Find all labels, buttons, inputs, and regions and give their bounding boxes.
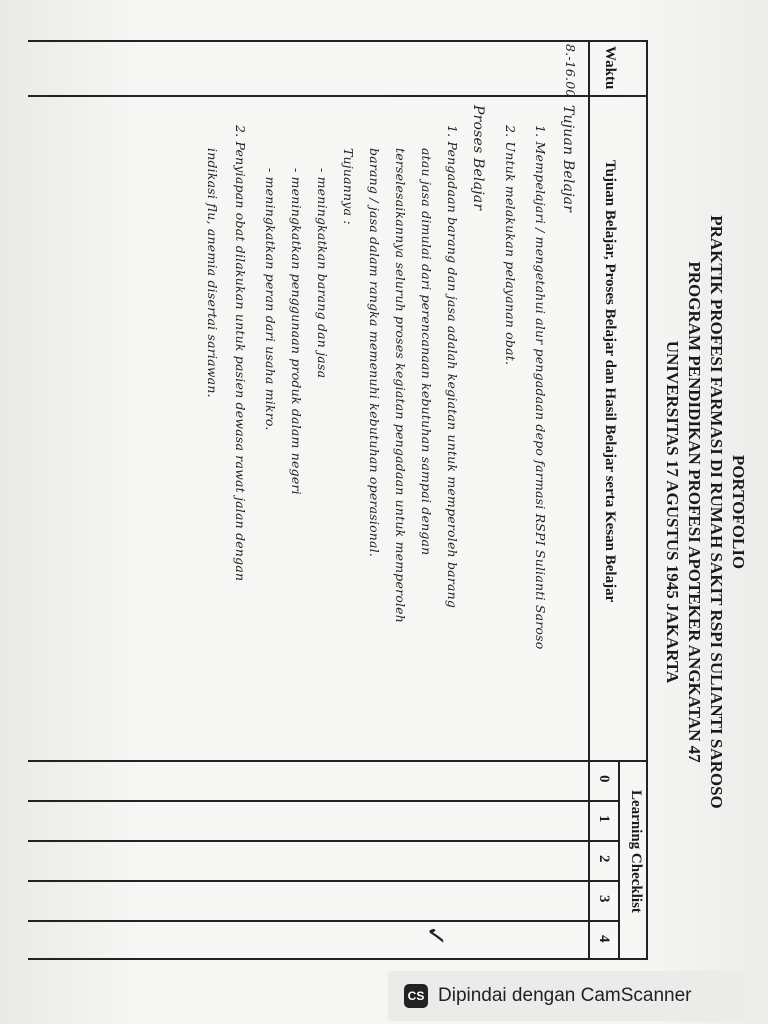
checklist-level-1: 1 <box>596 815 612 823</box>
proses-item-1-line-3: terselesaikannya seluruh proses kegiatan pengadaan untuk memperoleh <box>393 148 408 624</box>
proses-item-2-line-1: 2. Penyiapan obat dilakukan untuk pasien dewasa rawat jalan dengan <box>233 125 248 582</box>
checklist-col-line-2 <box>28 840 620 842</box>
proses-item-1-line-2: atau jasa dimulai dari perencanaan kebutuhan sampai dengan <box>419 148 434 556</box>
tujuannya-bullet-1: - meningkatkan barang dan jasa <box>315 168 330 379</box>
checklist-level-2: 2 <box>596 855 612 863</box>
col-header-learning-checklist: Learning Checklist <box>628 790 644 913</box>
checklist-col-line-1 <box>28 800 620 802</box>
checklist-column-divider <box>28 760 648 762</box>
tujuannya-bullet-3: - meningkatkan peran dari usaha mikro. <box>263 168 278 431</box>
checklist-subheader-divider <box>619 760 621 958</box>
table-left-border <box>28 40 648 42</box>
checklist-level-4: 4 <box>596 935 612 943</box>
proses-belajar-title: Proses Belajar <box>470 105 486 211</box>
tujuannya-bullet-2: - meningkatkan penggunaan produk dalam negeri <box>289 168 304 495</box>
proses-item-2-line-2: indikasi flu, anemia disertai sariawan. <box>205 148 220 398</box>
header-program: PROGRAM PENDIDIKAN PROFESI APOTEKER ANGKATAN 47 <box>685 261 704 763</box>
camscanner-logo-icon: CS <box>404 984 428 1008</box>
header-universitas: UNIVERSITAS 17 AGUSTUS 1945 JAKARTA <box>663 340 682 684</box>
tujuan-item-2: 2. Untuk melakukan pelayanan obat. <box>503 125 518 366</box>
tujuan-belajar-title: Tujuan Belajar <box>560 105 576 213</box>
checklist-col-line-3 <box>28 880 620 882</box>
proses-item-1-line-1: 1. Pengadaan barang dan jasa adalah kegiatan untuk memperoleh barang <box>445 125 460 609</box>
table-header-divider <box>589 40 591 960</box>
table-right-border <box>28 958 648 960</box>
col-header-waktu: Waktu <box>602 46 618 90</box>
tujuannya-label: Tujuannya : <box>341 148 356 225</box>
table-top-border <box>646 40 648 960</box>
header-portofolio: PORTOFOLIO <box>729 454 748 570</box>
col-header-tujuan: Tujuan Belajar, Proses Belajar dan Hasil Belajar serta Kesan Belajar <box>602 160 618 603</box>
time-value: 8.-16.00 <box>563 44 578 98</box>
header-praktik: PRAKTIK PROFESI FARMASI DI RUMAH SAKIT RSPI SULIANTI SAROSO <box>707 215 726 809</box>
checklist-level-3: 3 <box>596 895 612 903</box>
tujuan-item-1: 1. Mempelajari / mengetahui alur pengadaan depo farmasi RSPI Sulianti Saroso <box>533 125 548 650</box>
camscanner-watermark <box>388 971 744 1021</box>
checklist-level-0: 0 <box>596 775 612 783</box>
checklist-col-line-4 <box>28 920 620 922</box>
camscanner-text: Dipindai dengan CamScanner <box>438 985 692 1006</box>
checkmark-icon: ✓ <box>420 925 450 947</box>
proses-item-1-line-4: barang / jasa dalam rangka memenuhi kebutuhan operasional. <box>367 148 382 558</box>
waktu-column-divider <box>28 95 648 97</box>
